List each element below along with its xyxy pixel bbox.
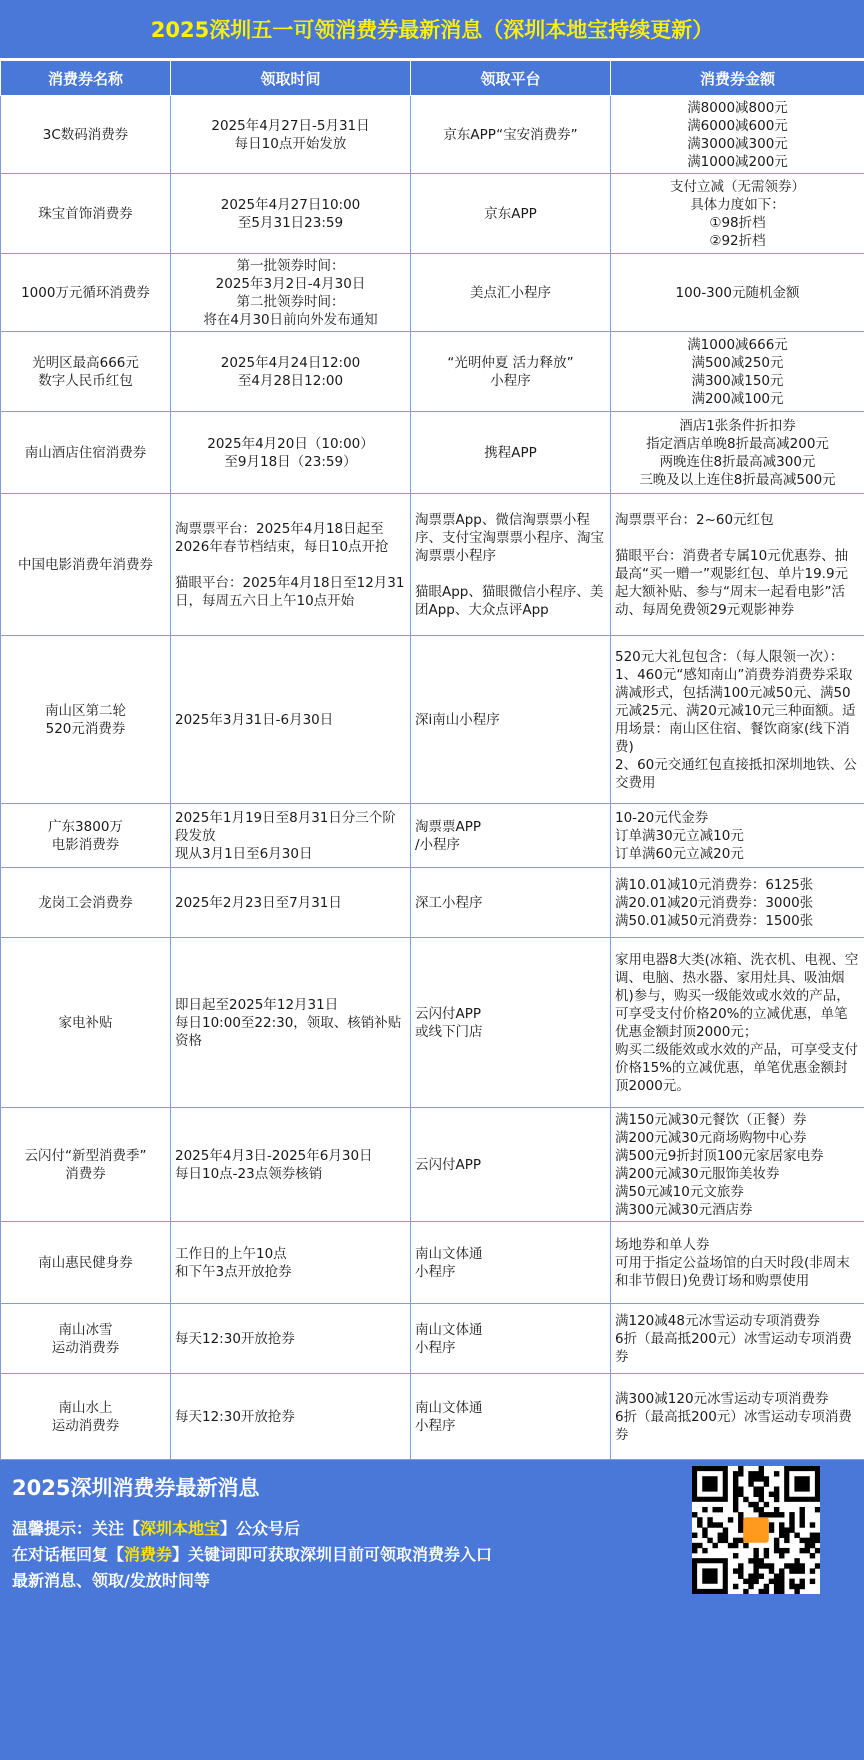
footer-tip-prefix: 温馨提示：关注【 (12, 1519, 141, 1538)
footer-keyword-line (12, 1542, 680, 1568)
coupon-name-cell: 珠宝首饰消费券 (1, 174, 171, 254)
page-title: 2025深圳五一可领消费券最新消息（深圳本地宝持续更新） (0, 0, 864, 60)
amount-cell: 10-20元代金券 订单满30元立减10元 订单满60元立减20元 (611, 804, 864, 868)
keyword-highlight: 消费券 (124, 1545, 173, 1564)
claim-time-cell: 2025年4月27日-5月31日 每日10点开始发放 (171, 96, 411, 174)
platform-cell: 南山文体通 小程序 (411, 1374, 611, 1460)
table-row (1, 494, 864, 636)
coupon-name-cell: 光明区最高666元 数字人民币红包 (1, 332, 171, 412)
claim-time-cell: 2025年1月19日至8月31日分三个阶段发放 现从3月1日至6月30日 (171, 804, 411, 868)
coupon-name-cell: 云闪付“新型消费季” 消费券 (1, 1108, 171, 1222)
platform-cell: 深工小程序 (411, 868, 611, 938)
qr-code-icon (692, 1466, 820, 1594)
table-row (1, 174, 864, 254)
platform-cell: 南山文体通 小程序 (411, 1222, 611, 1304)
table-row (1, 804, 864, 868)
footer-info-line: 最新消息、领取/发放时间等 (12, 1571, 210, 1590)
coupon-name-cell: 南山酒店住宿消费券 (1, 412, 171, 494)
claim-time-cell: 即日起至2025年12月31日 每日10:00至22:30，领取、核销补贴资格 (171, 938, 411, 1108)
amount-cell: 场地券和单人券 可用于指定公益场馆的白天时段(非周末和非节假日)免费订场和购票使用 (611, 1222, 864, 1304)
platform-cell: 云闪付APP 或线下门店 (411, 938, 611, 1108)
coupon-name-cell: 南山冰雪 运动消费券 (1, 1304, 171, 1374)
column-header-platform: 领取平台 (411, 61, 611, 96)
coupon-name-cell: 中国电影消费年消费券 (1, 494, 171, 636)
platform-cell: 携程APP (411, 412, 611, 494)
column-header-time: 领取时间 (171, 61, 411, 96)
table-body (1, 96, 864, 1460)
table-row (1, 1222, 864, 1304)
table-row (1, 636, 864, 804)
coupon-name-cell: 南山水上 运动消费券 (1, 1374, 171, 1460)
claim-time-cell: 2025年3月31日-6月30日 (171, 636, 411, 804)
claim-time-cell: 2025年4月24日12:00 至4月28日12:00 (171, 332, 411, 412)
claim-time-cell: 每天12:30开放抢券 (171, 1374, 411, 1460)
qr-code (692, 1466, 820, 1594)
platform-cell: 美点汇小程序 (411, 254, 611, 332)
coupon-name-cell: 家电补贴 (1, 938, 171, 1108)
footer-text (0, 1460, 692, 1760)
amount-cell: 满8000减800元 满6000减600元 满3000减300元 满1000减200元 (611, 96, 864, 174)
footer-keyword-suffix: 】关键词即可获取深圳目前可领取消费券入口 (172, 1545, 493, 1564)
platform-cell: 深i南山小程序 (411, 636, 611, 804)
footer-tip-line (12, 1516, 680, 1542)
table-row (1, 332, 864, 412)
platform-cell: 京东APP (411, 174, 611, 254)
claim-time-cell: 第一批领券时间： 2025年3月2日-4月30日 第二批领券时间： 将在4月30日前向外发布通知 (171, 254, 411, 332)
coupon-name-cell: 南山区第二轮 520元消费券 (1, 636, 171, 804)
table-row (1, 1374, 864, 1460)
coupon-table (0, 60, 864, 1460)
amount-cell: 满1000减666元 满500减250元 满300减150元 满200减100元 (611, 332, 864, 412)
table-header-row (1, 61, 864, 96)
amount-cell: 满300减120元冰雪运动专项消费券 6折（最高抵200元）冰雪运动专项消费券 (611, 1374, 864, 1460)
account-name-highlight: 深圳本地宝 (140, 1519, 221, 1538)
amount-cell: 满150元减30元餐饮（正餐）券 满200元减30元商场购物中心券 满500元9折封顶100元家居家电券 满200元减30元服饰美妆券 满50元减10元文旅券 满300元减30元酒店券 (611, 1108, 864, 1222)
column-header-name: 消费券名称 (1, 61, 171, 96)
coupon-name-cell: 广东3800万 电影消费券 (1, 804, 171, 868)
platform-cell: 云闪付APP (411, 1108, 611, 1222)
amount-cell: 支付立减（无需领券） 具体力度如下： ①98折档 ②92折档 (611, 174, 864, 254)
amount-cell: 酒店1张条件折扣券 指定酒店单晚8折最高减200元 两晚连住8折最高减300元 三晚及以上连住8折最高减500元 (611, 412, 864, 494)
amount-cell: 520元大礼包包含：（每人限领一次）： 1、460元“感知南山”消费券消费券采取满减形式，包括满100元减50元、满50元减25元、满20元减10元三种面额。适用场景：南山区住宿、餐饮商家(线下消费) 2、60元交通红包直接抵扣深圳地铁、公交费用 (611, 636, 864, 804)
claim-time-cell: 每天12:30开放抢券 (171, 1304, 411, 1374)
amount-cell: 满10.01减10元消费券：6125张 满20.01减20元消费券：3000张 满50.01减50元消费券：1500张 (611, 868, 864, 938)
footer-tip-suffix: 】公众号后 (220, 1519, 301, 1538)
table-row (1, 96, 864, 174)
claim-time-cell: 2025年4月3日-2025年6月30日 每日10点-23点领券核销 (171, 1108, 411, 1222)
table-row (1, 868, 864, 938)
coupon-name-cell: 南山惠民健身券 (1, 1222, 171, 1304)
platform-cell: 淘票票App、微信淘票票小程序、支付宝淘票票小程序、淘宝淘票票小程序 猫眼App、猫眼微信小程序、美团App、大众点评App (411, 494, 611, 636)
platform-cell: 南山文体通 小程序 (411, 1304, 611, 1374)
amount-cell: 家用电器8大类(冰箱、洗衣机、电视、空调、电脑、热水器、家用灶具、吸油烟机)参与，购买一级能效或水效的产品，可享受支付价格20%的立减优惠，单笔优惠金额封顶2000元； 购买二级能效或水效的产品，可享受支付价格15%的立减优惠，单笔优惠金额封顶2000元。 (611, 938, 864, 1108)
column-header-amount: 消费券金额 (611, 61, 864, 96)
table-row (1, 1108, 864, 1222)
table-row (1, 938, 864, 1108)
coupon-name-cell: 1000万元循环消费券 (1, 254, 171, 332)
footer-keyword-prefix: 在对话框回复【 (12, 1545, 125, 1564)
platform-cell: 京东APP“宝安消费券” (411, 96, 611, 174)
footer-banner (0, 1460, 864, 1760)
footer-title: 2025深圳消费券最新消息 (12, 1476, 260, 1500)
coupon-name-cell: 3C数码消费券 (1, 96, 171, 174)
platform-cell: “光明仲夏 活力释放” 小程序 (411, 332, 611, 412)
coupon-name-cell: 龙岗工会消费券 (1, 868, 171, 938)
table-row (1, 412, 864, 494)
claim-time-cell: 2025年4月20日（10:00） 至9月18日（23:59） (171, 412, 411, 494)
amount-cell: 满120减48元冰雪运动专项消费券 6折（最高抵200元）冰雪运动专项消费券 (611, 1304, 864, 1374)
table-row (1, 1304, 864, 1374)
amount-cell: 淘票票平台：2~60元红包 猫眼平台：消费者专属10元优惠券、抽最高“买一赠一”观影红包、单片19.9元起大额补贴、参与“周末一起看电影”活动、每周免费领29元观影神券 (611, 494, 864, 636)
platform-cell: 淘票票APP /小程序 (411, 804, 611, 868)
table-row (1, 254, 864, 332)
claim-time-cell: 工作日的上午10点 和下午3点开放抢券 (171, 1222, 411, 1304)
claim-time-cell: 2025年4月27日10:00 至5月31日23:59 (171, 174, 411, 254)
claim-time-cell: 2025年2月23日至7月31日 (171, 868, 411, 938)
amount-cell: 100-300元随机金额 (611, 254, 864, 332)
claim-time-cell: 淘票票平台：2025年4月18日起至2026年春节档结束，每日10点开抢 猫眼平台：2025年4月18日至12月31日，每周五六日上午10点开始 (171, 494, 411, 636)
